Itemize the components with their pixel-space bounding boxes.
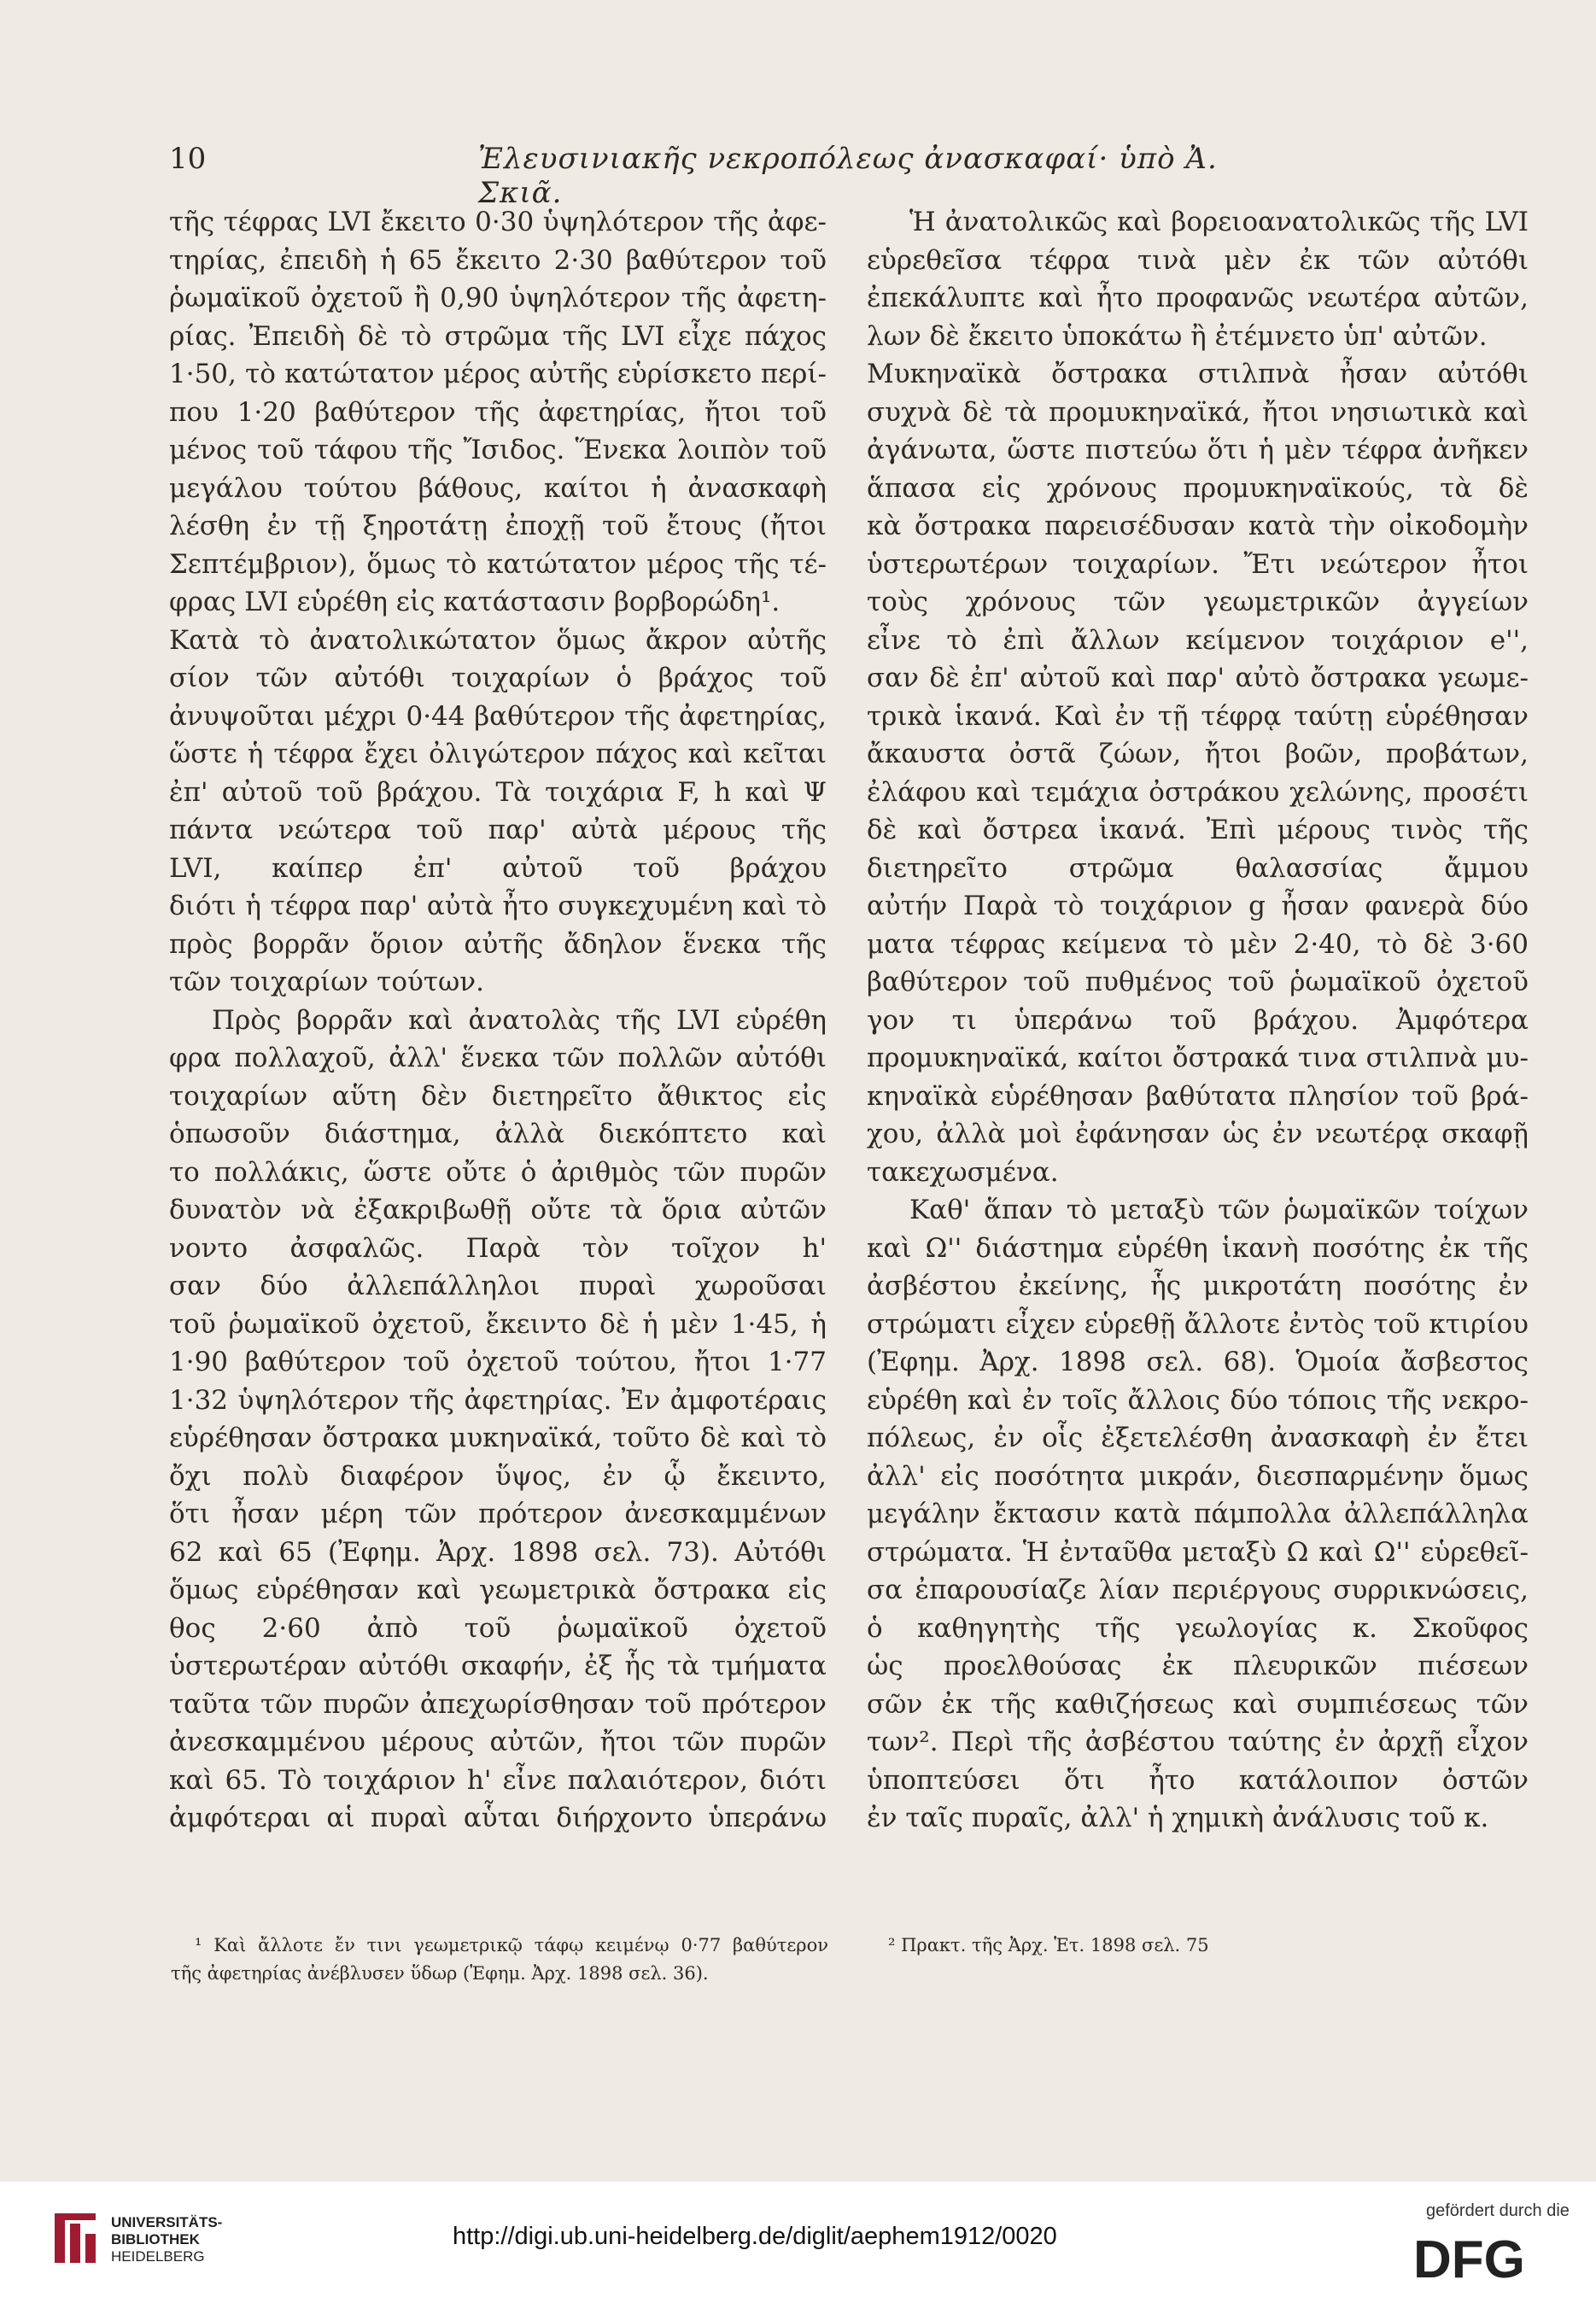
text-line: ὥστε ἡ τέφρα ἔχει ὀλιγώτερον πάχος καὶ κεῖται (169, 739, 827, 769)
text-line: προμυκηναϊκά, καίτοι ὄστρακά τινα στιλπνὰ μυ- (867, 1043, 1529, 1073)
text-line: ὑποπτεύσει ὅτι ἦτο κατάλοιπον ὀστῶν (867, 1764, 1529, 1796)
text-line: Ἡ ἀνατολικῶς καὶ βορειοανατολικῶς τῆς LVI (909, 207, 1529, 237)
text-line: μεγάλην ἔκτασιν κατὰ πάμπολλα ἀλλεπάλληλα (867, 1499, 1529, 1529)
text-line: ματα τέφρας κείμενα τὸ μὲν 2·40, τὸ δὲ 3·60 (867, 928, 1529, 960)
text-line: γον τι ὑπεράνω τοῦ βράχου. Ἀμφότερα (867, 1004, 1529, 1036)
library-line: HEIDELBERG (111, 2248, 205, 2265)
text-line: σαν δύο ἀλλεπάλληλοι πυραὶ χωροῦσαι (169, 1271, 827, 1301)
text-line: τοὺς χρόνους τῶν γεωμετρικῶν ἀγγείων (867, 587, 1529, 617)
text-line: ὑστερωτέραν αὐτόθι σκαφήν, ἐξ ἧς τὰ τμήματα (169, 1651, 827, 1681)
text-line: Κατὰ τὸ ἀνατολικώτατον ὅμως ἄκρον αὐτῆς (169, 624, 827, 656)
text-line: ὡς προελθούσας ἐκ πλευρικῶν πιέσεων (867, 1651, 1529, 1681)
text-line: 62 καὶ 65 (Ἐφημ. Ἀρχ. 1898 σελ. 73). Αὐτόθι (169, 1536, 827, 1568)
text-line: ὄχι πολὺ διαφέρον ὕψος, ἐν ᾧ ἔκειντο, (169, 1460, 827, 1492)
text-line: ἐλάφου καὶ τεμάχια ὀστράκου χελώνης, προσέτι (867, 776, 1529, 808)
text-line: τῆς τέφρας LVI ἔκειτο 0·30 ὑψηλότερον τῆς ἀφε- (169, 207, 827, 237)
text-line: φρας LVI εὑρέθη εἰς κατάστασιν βορβορώδη¹. (169, 587, 780, 617)
text-line: Καθ' ἅπαν τὸ μεταξὺ τῶν ῥωμαϊκῶν τοίχων (909, 1195, 1529, 1225)
library-line: UNIVERSITÄTS- (111, 2214, 223, 2230)
source-url-link[interactable]: http://digi.ub.uni-heidelberg.de/diglit/aephem1912/0020 (453, 2223, 1057, 2250)
library-line: BIBLIOTHEK (111, 2231, 200, 2247)
right-column (867, 203, 1529, 1838)
text-line: σῶν ἐκ τῆς καθιζήσεως καὶ συμπιέσεως τῶν (867, 1688, 1529, 1720)
text-line: τηρίας, ἐπειδὴ ἡ 65 ἔκειτο 2·30 βαθύτερον τοῦ (169, 244, 827, 276)
text-line: ἀλλ' εἰς ποσότητα μικράν, διεσπαρμένην ὅμως (867, 1460, 1529, 1492)
text-line: ρίας. Ἐπειδὴ δὲ τὸ στρῶμα τῆς LVI εἶχε πάχος (169, 320, 827, 352)
text-line: θος 2·60 ἀπὸ τοῦ ῥωμαϊκοῦ ὀχετοῦ (169, 1612, 827, 1644)
text-line: ὅτι ἦσαν μέρη τῶν πρότερον ἀνεσκαμμένων (169, 1499, 827, 1529)
text-line: ὁπωσοῦν διάστημα, ἀλλὰ διεκόπτετο καὶ (169, 1119, 827, 1149)
text-line: λέσθη ἐν τῇ ξηροτάτῃ ἐποχῇ τοῦ ἔτους (ἤτοι (169, 511, 827, 541)
text-line: βαθύτερον τοῦ πυθμένος τοῦ ῥωμαϊκοῦ ὀχετοῦ (867, 967, 1529, 997)
text-line: τρικὰ ἱκανά. Καὶ ἐν τῇ τέφρᾳ ταύτῃ εὑρέθησαν (867, 700, 1529, 732)
text-line: μένος τοῦ τάφου τῆς Ἴσιδος. Ἕνεκα λοιπὸν τοῦ (169, 435, 827, 465)
text-line: ἀσβέστου ἐκείνης, ἧς μικροτάτη ποσότης ἐν (867, 1271, 1529, 1301)
text-line: Σεπτέμβριον), ὅμως τὸ κατώτατον μέρος τῆς τέ- (169, 548, 827, 580)
text-line: Μυκηναϊκὰ ὄστρακα στιλπνὰ ἦσαν αὐτόθι (867, 359, 1529, 389)
text-line: τοῦ ῥωμαϊκοῦ ὀχετοῦ, ἔκειντο δὲ ἡ μὲν 1·45, ἡ (169, 1308, 827, 1340)
text-line: ὅμως εὑρέθησαν καὶ γεωμετρικὰ ὄστρακα εἰς (169, 1575, 827, 1605)
text-line: 1·50, τὸ κατώτατον μέρος αὐτῆς εὑρίσκετο περί- (169, 359, 827, 389)
text-line: ῥωμαϊκοῦ ὀχετοῦ ἢ 0,90 ὑψηλότερον τῆς ἀφετη- (169, 283, 827, 313)
text-line: που 1·20 βαθύτερον τῆς ἀφετηρίας, ἤτοι τοῦ (169, 396, 827, 428)
text-line: εὑρέθη καὶ ἐν τοῖς ἄλλοις δύο τόποις τῆς νεκρο- (867, 1384, 1529, 1416)
text-line: τοιχαρίων αὕτη δὲν διετηρεῖτο ἄθικτος εἰς (169, 1080, 827, 1112)
text-line: στρώματι εἶχεν εὑρεθῇ ἄλλοτε ἐντὸς τοῦ κτιρίου (867, 1308, 1529, 1340)
text-line: τῶν τοιχαρίων τούτων. (169, 967, 484, 997)
footnote-line: ¹ Καὶ ἄλλοτε ἔν τινι γεωμετρικῷ τάφῳ κειμένῳ 0·77 βαθύτερον (195, 1935, 828, 1955)
text-line: κὰ ὄστρακα παρεισέδυσαν κατὰ τὴν οἰκοδομὴν (867, 511, 1529, 541)
left-column (169, 203, 827, 1838)
text-line: σίον τῶν αὐτόθι τοιχαρίων ὁ βράχος τοῦ (169, 663, 827, 693)
text-line: κηναϊκὰ εὑρέθησαν βαθύτατα πλησίον τοῦ βρά- (867, 1080, 1529, 1112)
dfg-logo-icon (1413, 2233, 1567, 2284)
text-line: σαν δὲ ἐπ' αὐτοῦ καὶ παρ' αὐτὸ ὄστρακα γεωμε- (867, 663, 1529, 693)
university-library-name (111, 2214, 222, 2265)
text-line: δυνατὸν νὰ ἐξακριβωθῇ οὔτε τὰ ὅρια αὐτῶν (169, 1195, 827, 1225)
text-line: ὁ καθηγητὴς τῆς γεωλογίας κ. Σκοῦφος (867, 1612, 1529, 1644)
text-line: εὑρεθεῖσα τέφρα τινὰ μὲν ἐκ τῶν αὐτόθι (867, 244, 1529, 276)
footnote-right: ² Πρακτ. τῆς Ἀρχ. Ἑτ. 1898 σελ. 75 (888, 1935, 1209, 1955)
text-line: αὐτήν Παρὰ τὸ τοιχάριον g ἦσαν φανερὰ δύο (867, 891, 1529, 921)
text-line: ἐπ' αὐτοῦ τοῦ βράχου. Τὰ τοιχάρια F, h καὶ Ψ (169, 776, 827, 808)
text-line: ταῦτα τῶν πυρῶν ἀπεχωρίσθησαν τοῦ πρότερον (169, 1688, 827, 1720)
text-line: μεγάλου τούτου βάθους, καίτοι ἡ ἀνασκαφὴ (169, 472, 827, 504)
text-line: ἀγάνωτα, ὥστε πιστεύω ὅτι ἡ μὲν τέφρα ἀνῆκεν (867, 435, 1529, 465)
funding-label: gefördert durch die (1426, 2201, 1570, 2220)
page-number: 10 (169, 142, 207, 176)
text-line: ὑστερωτέρων τοιχαρίων. Ἔτι νεώτερον ἦτοι (867, 548, 1529, 580)
text-line: ἐν ταῖς πυραῖς, ἀλλ' ἡ χημικὴ ἀνάλυσις τοῦ κ. (867, 1803, 1489, 1833)
text-line: πόλεως, ἐν οἷς ἐξετελέσθη ἀνασκαφὴ ἐν ἔτει (867, 1423, 1529, 1453)
text-line: λων δὲ ἔκειτο ὑποκάτω ἢ ἐτέμνετο ὑπ' αὐτῶν. (867, 320, 1488, 352)
text-line: εἶνε τὸ ἐπὶ ἄλλων κείμενον τοιχάριον e'', (867, 624, 1529, 656)
text-line: πάντα νεώτερα τοῦ παρ' αὐτὰ μέρους τῆς (169, 815, 827, 845)
footnote-line: τῆς ἀφετηρίας ἀνέβλυσεν ὕδωρ (Ἐφημ. Ἀρχ. 1898 σελ. 36). (171, 1963, 709, 1984)
text-line: εὑρέθησαν ὄστρακα μυκηναϊκά, τοῦτο δὲ καὶ τὸ (169, 1423, 827, 1453)
text-line: διότι ἡ τέφρα παρ' αὐτὰ ἦτο συγκεχυμένη καὶ τὸ (169, 891, 827, 921)
text-line: ἐπεκάλυπτε καὶ ἦτο προφανῶς νεωτέρα αὐτῶν, (867, 283, 1529, 313)
text-line: καὶ 65. Τὸ τοιχάριον h' εἶνε παλαιότερον, διότι (169, 1764, 827, 1796)
text-line: 1·32 ὑψηλότερον τῆς ἀφετηρίας. Ἐν ἀμφοτέραις (169, 1384, 827, 1416)
university-library-logo-icon (51, 2212, 101, 2265)
text-line: (Ἐφημ. Ἀρχ. 1898 σελ. 68). Ὁμοία ἄσβεστος (867, 1347, 1529, 1377)
text-line: LVI, καίπερ ἐπ' αὐτοῦ τοῦ βράχου (169, 852, 827, 884)
running-title: Ἐλευσινιακῆς νεκροπόλεως ἀνασκαφαί· ὑπὸ Ἀ. Σκιᾶ. (478, 142, 1218, 210)
text-line: νοντο ἀσφαλῶς. Παρὰ τὸν τοῖχον h' (169, 1232, 827, 1264)
text-line: Πρὸς βορρᾶν καὶ ἀνατολὰς τῆς LVI εὑρέθη (212, 1004, 827, 1036)
footnote-left (171, 1932, 828, 1988)
text-line: ἅπασα εἰς χρόνους προμυκηναϊκούς, τὰ δὲ (867, 472, 1529, 504)
dfg-logo-text: DFG (1413, 2233, 1525, 2284)
text-line: 1·90 βαθύτερον τοῦ ὀχετοῦ τούτου, ἤτοι 1·77 (169, 1347, 827, 1377)
text-line: καὶ Ω'' διάστημα εὑρέθη ἱκανὴ ποσότης ἐκ τῆς (867, 1232, 1529, 1264)
text-line: στρώματα. Ἡ ἐνταῦθα μεταξὺ Ω καὶ Ω'' εὑρεθεῖ- (867, 1536, 1529, 1568)
text-line: διετηρεῖτο στρῶμα θαλασσίας ἄμμου (867, 852, 1529, 884)
text-line: ἄκαυστα ὀστᾶ ζώων, ἤτοι βοῶν, προβάτων, (867, 739, 1529, 769)
text-line: φρα πολλαχοῦ, ἀλλ' ἕνεκα τῶν πολλῶν αὐτόθι (169, 1043, 827, 1073)
text-line: πρὸς βορρᾶν ὅριον αὐτῆς ἄδηλον ἕνεκα τῆς (169, 928, 827, 960)
text-line: το πολλάκις, ὥστε οὔτε ὁ ἀριθμὸς τῶν πυρῶν (169, 1156, 827, 1188)
text-line: ἀνεσκαμμένου μέρους αὐτῶν, ἤτοι τῶν πυρῶν (169, 1727, 827, 1757)
text-line: χου, ἀλλὰ μοὶ ἐφάνησαν ὡς ἐν νεωτέρᾳ σκαφῇ (867, 1119, 1529, 1149)
text-line: συχνὰ δὲ τὰ προμυκηναϊκά, ἤτοι νησιωτικὰ καὶ (867, 396, 1529, 428)
text-line: ἀνυψοῦται μέχρι 0·44 βαθύτερον τῆς ἀφετηρίας, (169, 700, 827, 732)
text-line: δὲ καὶ ὄστρεα ἱκανά. Ἐπὶ μέρους τινὸς τῆς (867, 815, 1529, 845)
text-line: τακεχωσμένα. (867, 1156, 1059, 1188)
text-line: ἀμφότεραι αἱ πυραὶ αὗται διήρχοντο ὑπεράνω (169, 1803, 827, 1833)
text-line: σα ἐπαρουσίαζε λίαν περιέργους συρρικνώσεις, (867, 1575, 1529, 1605)
text-line: των². Περὶ τῆς ἀσβέστου ταύτης ἐν ἀρχῇ εἶχον (867, 1727, 1529, 1757)
